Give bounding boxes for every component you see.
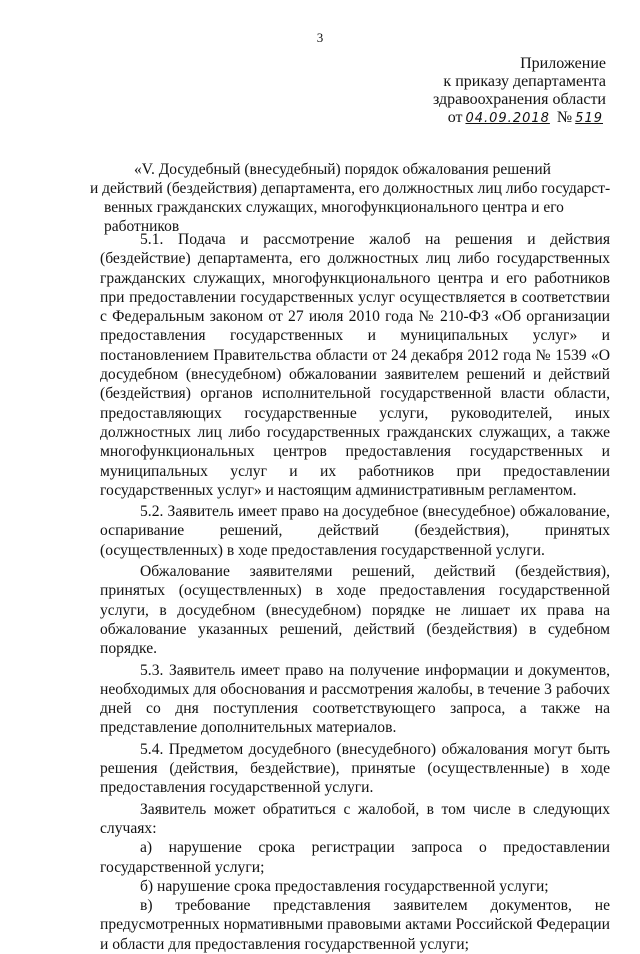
section-title-line-2: и действий (бездействия) департамента, его должностных лиц либо государст- [90, 180, 611, 197]
document-body [100, 230, 610, 954]
paragraph-5-4: 5.4. Предметом досудебного (внесудебного) обжалования могут быть решения (действия, бездействие), принятые (осуществленные) в ходе предоставления государственной услуги. [100, 740, 610, 797]
section-title [76, 160, 616, 236]
order-date-number-line [433, 109, 606, 128]
number-prefix: № [556, 109, 573, 126]
paragraph-5-2: 5.2. Заявитель имеет право на досудебное (внесудебное) обжалование, оспаривание решений, действий (бездействия), принятых (осуществленных) в ходе предоставления государственной услуги. [100, 503, 610, 559]
section-title-line-1: «V. Досудебный (внесудебный) порядок обжалования решений [134, 161, 551, 178]
order-date: 04.09.2018 [465, 111, 550, 126]
section-title-line-3: венных гражданских служащих, многофункционального центра и его работников [104, 199, 564, 235]
paragraph-cases-intro: Заявитель может обратиться с жалобой, в том числе в следующих случаях: [100, 800, 610, 837]
paragraph-appeal-rights: Обжалование заявителями решений, действий (бездействия), принятых (осуществленных) в ходе предоставления государственной услуги, в досудебном (внесудебном) порядке не лишает их права на обжалование указанных решений, действий (бездействия) в судебном порядке. [100, 563, 610, 658]
page-number: 3 [316, 30, 324, 45]
date-prefix: от [447, 109, 463, 126]
appendix-line-3: здравоохранения области [432, 91, 606, 108]
paragraph-5-3: 5.3. Заявитель имеет право на получение информации и документов, необходимых для обоснования и рассмотрения жалобы, в течение 3 рабочих дней со дня поступления соответствующего запроса, а также на представление дополнительных материалов. [100, 661, 610, 737]
list-item-c: в) требование представления заявителем документов, не предусмотренных нормативными правовыми актами Российской Федерации и области для предоставления государственной услуги; [100, 897, 610, 953]
appendix-block [433, 55, 606, 128]
paragraph-5-1: 5.1. Подача и рассмотрение жалоб на решения и действия (бездействие) департамента, его должностных лиц либо государственных гражданских служащих, многофункционального центра и его работников при предоставлении государственных услуг осуществляется в соответствии с Федеральным законом от 27 июля 2010 года № 210-ФЗ «Об организации предоставления государственных и муниципальных услуг» и постановлением Правительства области от 24 декабря 2012 года № 1539 «О досудебном (внесудебном) обжаловании заявителем решений и действий (бездействия) органов исполнительной государственной власти области, предоставляющих государственные услуги, руководителей, иных должностных лиц либо государственных гражданских служащих, а также многофункциональных центров предоставления государственных и муниципальных услуг и их работников при предоставлении государственных услуг» и настоящим административным регламентом. [100, 231, 610, 499]
list-item-b: б) нарушение срока предоставления государственной услуги; [140, 877, 549, 895]
appendix-line-1: Приложение [520, 55, 606, 72]
order-number: 519 [575, 111, 603, 126]
appendix-line-2: к приказу департамента [443, 73, 606, 90]
list-item-a: а) нарушение срока регистрации запроса о предоставлении государственной услуги; [100, 839, 610, 876]
